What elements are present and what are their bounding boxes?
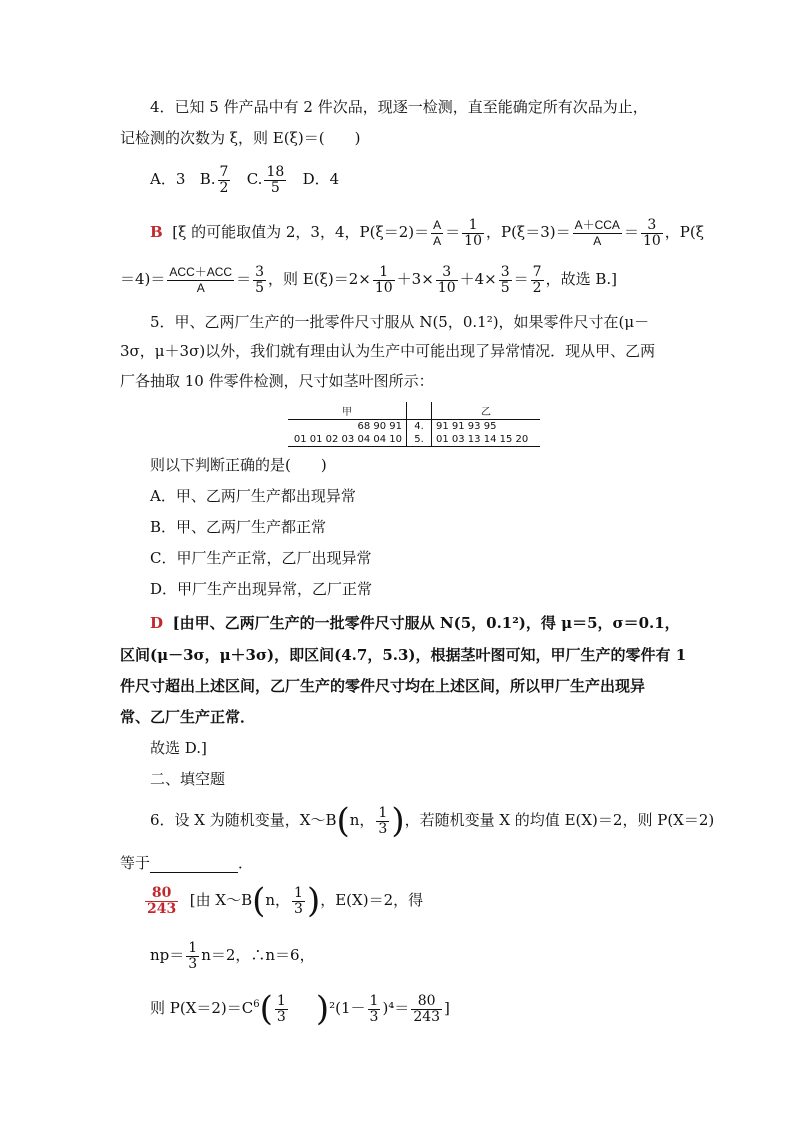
q6-sol-text: n＝2，∴n＝6， [201, 946, 315, 964]
q6-sol-text: ²(1－ [329, 999, 366, 1017]
q5-answer: D [150, 614, 164, 632]
q4-solution-line2 [120, 262, 617, 296]
q4-options [150, 162, 339, 196]
q5-option-b: B．甲、乙两厂生产都正常 [150, 518, 327, 536]
q5-sol-text: [由甲、乙两厂生产的一批零件尺寸服从 N(5，0.1²)，得 μ＝5，σ＝0.1， [172, 614, 680, 632]
answer-blank [150, 858, 238, 873]
q6-solution-line1 [143, 881, 424, 921]
q6-paren: ( [259, 989, 273, 1029]
stem-header-row [288, 402, 540, 420]
q5-question: 则以下判断正确的是( ) [150, 456, 327, 474]
q4-frac-7: $\frac{1}{10}$ [374, 263, 393, 296]
q6-sol-text: n， [265, 891, 291, 909]
q5-solution-line5: 故选 D.] [150, 739, 207, 757]
q4-option-b-fraction: $\frac{7}{2}$ [219, 163, 229, 196]
q4-sol-text: ，故选 B.] [545, 270, 618, 288]
q4-frac-1: $\frac{A}{A}$ [433, 217, 442, 248]
q5-solution-line2: 区间(μ－3σ，μ＋3σ)，即区间(4.7，5.3)，根据茎叶图可知，甲厂生产的零件有 1 [120, 646, 687, 664]
q6-stem-line1 [150, 801, 715, 841]
q6-stem-line2 [120, 853, 253, 873]
q5-option-d: D．甲厂生产出现异常，乙厂正常 [150, 580, 373, 598]
q6-text: n， [349, 811, 375, 829]
q4-frac-9: $\frac{3}{5}$ [500, 263, 510, 296]
q4-option-c-fraction: $\frac{18}{5}$ [266, 163, 285, 196]
q4-stem-line2: 记检测的次数为 ξ，则 E(ξ)＝( ) [120, 129, 361, 147]
q4-option-d: D．4 [302, 170, 340, 188]
q4-option-c-label: C. [246, 170, 263, 188]
q4-eq: ＝ [445, 223, 461, 241]
q6-sol-fraction: $\frac{1}{3}$ [188, 939, 198, 972]
q4-frac-10: $\frac{7}{2}$ [532, 263, 542, 296]
q6-sol-fraction: $\frac{1}{3}$ [294, 884, 303, 917]
q4-frac-8: $\frac{3}{10}$ [437, 263, 456, 296]
q6-sol-text: np＝ [150, 946, 185, 964]
q6-sol-sup: 6 [253, 999, 260, 1010]
q6-paren: ) [315, 989, 330, 1029]
section-title: 二、填空题 [150, 770, 226, 788]
q4-sol-text: ＋4× [459, 270, 497, 288]
q4-sol-text: ，P(ξ [664, 223, 704, 241]
stem-leaves-right: 91 91 93 95 [436, 421, 497, 432]
q6-text: ． [238, 854, 254, 872]
q4-sol-text: [ξ 的可能取值为 2，3，4，P(ξ＝2)＝ [172, 223, 430, 241]
q4-frac-5: $\frac{\text{ACC＋ACC}}{A}$ [169, 264, 233, 295]
q5-stem-line2: 3σ，μ＋3σ)以外，我们就有理由认为生产中可能出现了异常情况．现从甲、乙两 [120, 342, 656, 360]
stem-leaf-plot [288, 402, 540, 447]
q6-sol-fraction: $\frac{1}{3}$ [276, 992, 286, 1025]
q6-paren: ) [306, 881, 321, 921]
q4-sol-text: ，P(ξ＝3)＝ [485, 223, 571, 241]
q4-eq: ＝ [236, 270, 252, 288]
stem-header-gap [407, 402, 432, 420]
q6-text: 6．设 X 为随机变量，X～B [150, 811, 337, 829]
q6-solution-line3 [150, 988, 450, 1029]
q5-stem-line3: 厂各抽取 10 件零件检测，尺寸如茎叶图所示： [120, 372, 434, 390]
q6-sol-text: ] [444, 999, 450, 1017]
stem-value: 4. [407, 420, 432, 434]
q4-stem-line1: 4．已知 5 件产品中有 2 件次品，现逐一检测，直至能确定所有次品为止， [150, 98, 648, 116]
q4-sol-text: ＝4)＝ [120, 270, 166, 288]
q6-fraction-p: $\frac{1}{3}$ [378, 804, 388, 837]
q6-paren: ( [336, 801, 350, 841]
q6-solution-line2 [150, 938, 315, 972]
q6-text: ，若随机变量 X 的均值 E(X)＝2，则 P(X＝2) [404, 811, 715, 829]
q4-frac-2: $\frac{1}{10}$ [464, 216, 482, 249]
q6-sol-fraction: $\frac{80}{243}$ [413, 992, 441, 1025]
q6-sol-text: )⁴＝ [382, 999, 410, 1017]
q4-solution-line1 [150, 215, 704, 249]
q5-stem-line1: 5．甲、乙两厂生产的一批零件尺寸服从 N(5，0.1²)，如果零件尺寸在(μ－ [150, 313, 650, 331]
q4-sol-text: ＋3× [396, 270, 434, 288]
q4-eq: ＝ [623, 223, 639, 241]
stem-row [288, 433, 540, 447]
q6-sol-text: [由 X～B [189, 891, 253, 909]
q5-option-a: A．甲、乙两厂生产都出现异常 [150, 487, 356, 505]
q4-frac-4: $\frac{3}{10}$ [642, 216, 661, 249]
q5-solution-line4: 常、乙厂生产正常． [120, 708, 256, 726]
q4-eq: ＝ [513, 270, 529, 288]
q6-text: 等于 [120, 854, 151, 872]
stem-leaves-right: 01 03 13 14 15 20 [436, 434, 529, 445]
stem-leaves-left: 01 01 02 03 04 04 10 [293, 434, 402, 445]
q5-solution-line3: 件尺寸超出上述区间，乙厂生产的零件尺寸均在上述区间，所以甲厂生产出现异 [120, 677, 646, 695]
q4-frac-6: $\frac{3}{5}$ [255, 263, 265, 296]
q6-answer-fraction: $\frac{80}{243}$ [147, 884, 177, 917]
q4-sol-text: ，则 E(ξ)＝2× [268, 270, 371, 288]
q4-option-a: A．3 [150, 170, 186, 188]
stem-value: 5. [407, 433, 432, 447]
q4-option-b-label: B. [199, 170, 216, 188]
q6-sol-fraction: $\frac{1}{3}$ [369, 992, 379, 1025]
q6-paren: ) [391, 801, 405, 841]
stem-right-header: 乙 [481, 407, 491, 418]
stem-row [288, 420, 540, 434]
q4-answer: B [150, 223, 163, 241]
stem-leaves-left: 68 90 91 [357, 421, 402, 432]
q5-solution-line1 [150, 613, 680, 633]
q6-sol-text: 则 P(X＝2)＝C [150, 999, 254, 1017]
q4-frac-3: $\frac{\text{A＋CCA}}{A}$ [574, 217, 620, 248]
stem-left-header: 甲 [342, 407, 352, 418]
q6-sol-text: ，E(X)＝2，得 [320, 891, 424, 909]
q5-option-c: C．甲厂生产正常，乙厂出现异常 [150, 549, 372, 567]
q6-paren: ( [252, 881, 266, 921]
